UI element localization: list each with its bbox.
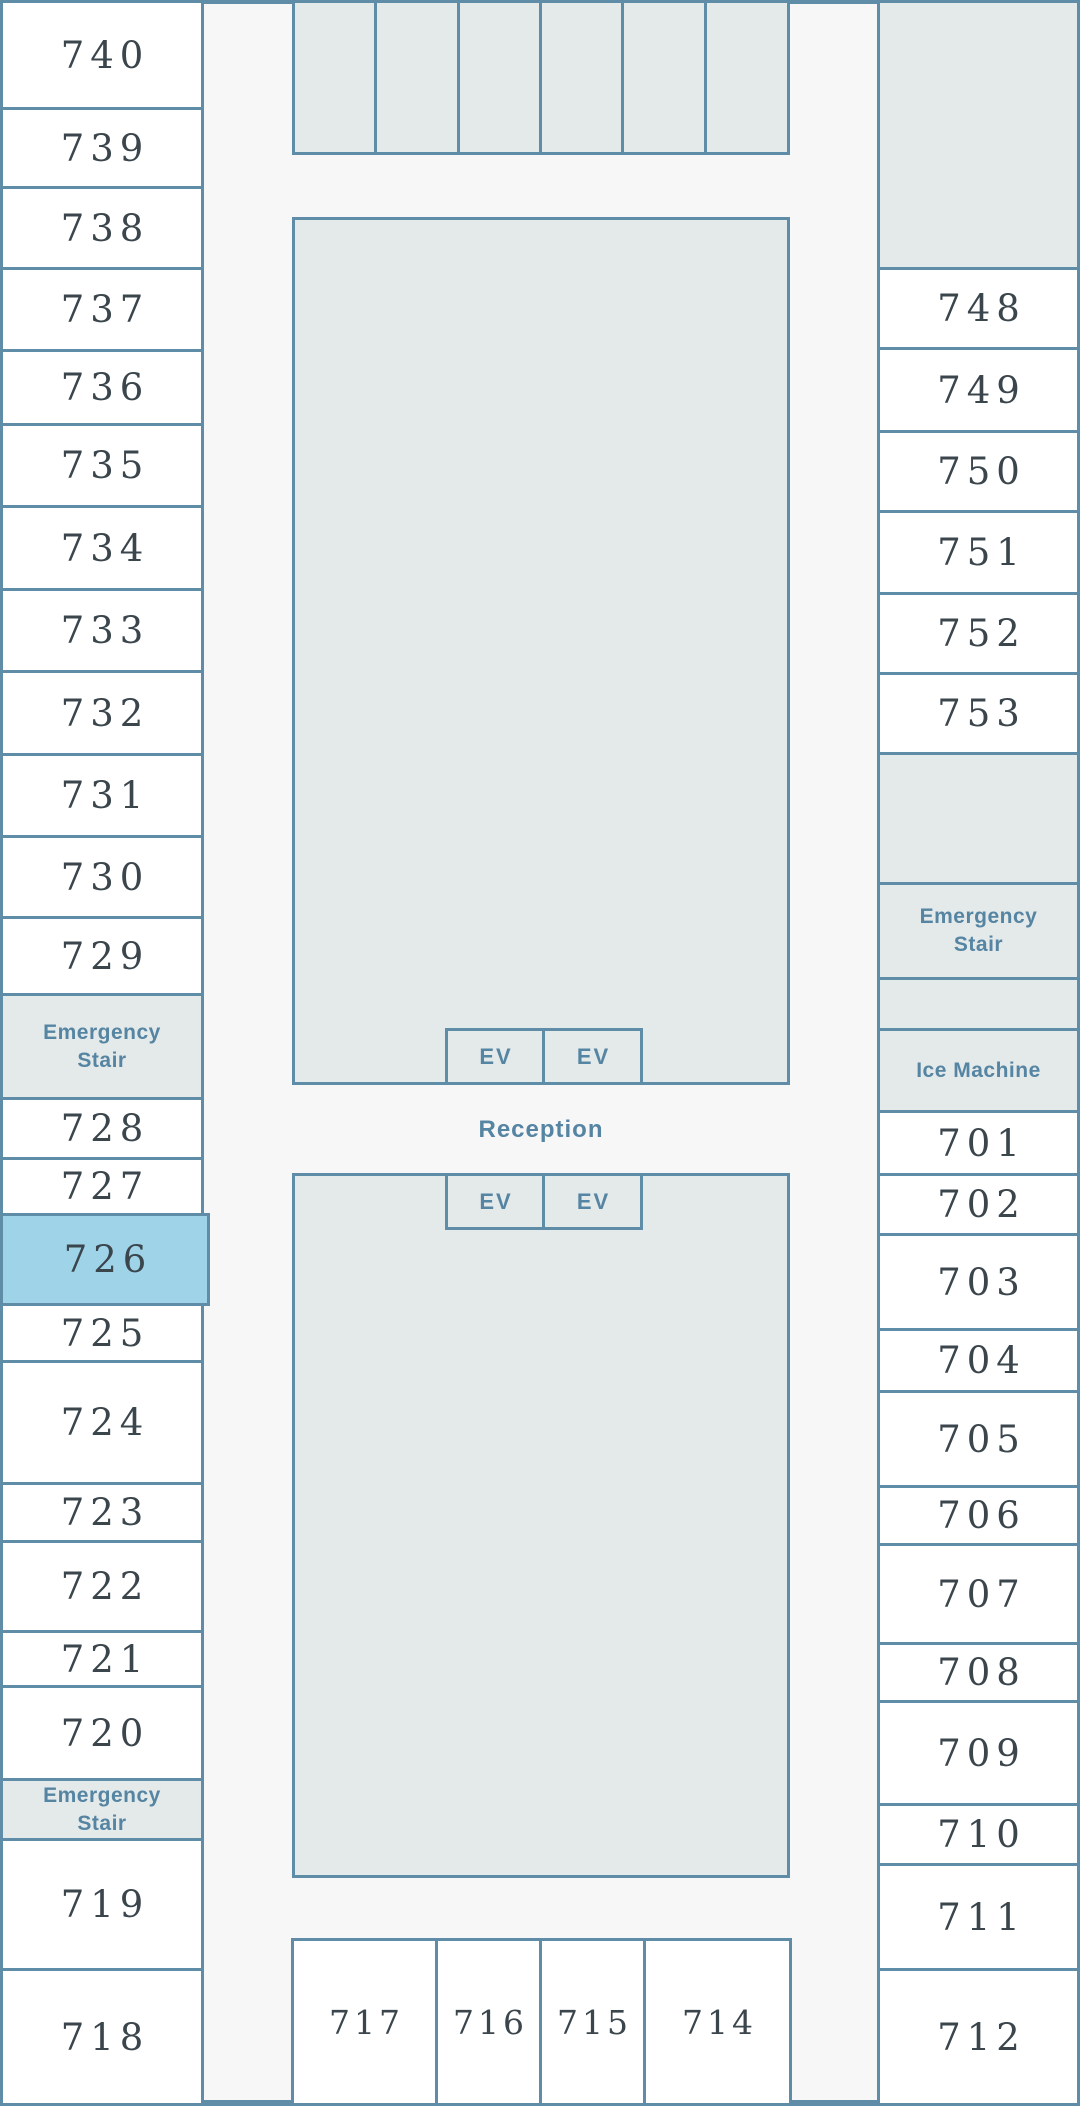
room-736[interactable]: 736 [0,349,204,426]
elevator-cell: EV [445,1028,545,1085]
utility-space [877,0,1080,270]
room-707[interactable]: 707 [877,1543,1080,1645]
room-751[interactable]: 751 [877,510,1080,595]
elevator-cell: EV [542,1028,643,1085]
room-735[interactable]: 735 [0,423,204,508]
room-740[interactable]: 740 [0,0,204,110]
room-724[interactable]: 724 [0,1360,204,1485]
emergency-stair-cell: Emergency Stair [0,993,204,1100]
emergency-stair-cell: Emergency Stair [0,1778,204,1841]
ice-machine-cell: Ice Machine [877,1028,1080,1113]
reception-label: Reception [478,1116,604,1143]
emergency-stair-cell: Emergency Stair [877,882,1080,980]
elevator-cell: EV [445,1173,545,1230]
room-739[interactable]: 739 [0,107,204,189]
room-722[interactable]: 722 [0,1540,204,1633]
room-737[interactable]: 737 [0,267,204,352]
utility-cell [621,0,707,155]
utility-cell [704,0,790,155]
room-749[interactable]: 749 [877,347,1080,433]
utility-space [877,752,1080,885]
room-730[interactable]: 730 [0,835,204,919]
room-719[interactable]: 719 [0,1838,204,1971]
utility-cell [539,0,624,155]
room-753[interactable]: 753 [877,672,1080,755]
room-723[interactable]: 723 [0,1482,204,1543]
room-705[interactable]: 705 [877,1390,1080,1488]
room-706[interactable]: 706 [877,1485,1080,1546]
room-702[interactable]: 702 [877,1173,1080,1236]
room-704[interactable]: 704 [877,1328,1080,1393]
room-709[interactable]: 709 [877,1700,1080,1806]
room-710[interactable]: 710 [877,1803,1080,1866]
room-732[interactable]: 732 [0,670,204,756]
room-717[interactable]: 717 [291,1938,438,2106]
room-748[interactable]: 748 [877,267,1080,350]
elevator-cell: EV [542,1173,643,1230]
room-715[interactable]: 715 [539,1938,646,2106]
room-714[interactable]: 714 [643,1938,792,2106]
room-733[interactable]: 733 [0,588,204,673]
room-729[interactable]: 729 [0,916,204,996]
room-703[interactable]: 703 [877,1233,1080,1331]
room-725[interactable]: 725 [0,1303,204,1363]
room-716[interactable]: 716 [435,1938,542,2106]
room-712[interactable]: 712 [877,1968,1080,2106]
room-718[interactable]: 718 [0,1968,204,2106]
room-731[interactable]: 731 [0,753,204,838]
room-727[interactable]: 727 [0,1157,204,1216]
room-720[interactable]: 720 [0,1685,204,1781]
room-752[interactable]: 752 [877,592,1080,675]
room-721[interactable]: 721 [0,1630,204,1688]
utility-cell [374,0,460,155]
room-711[interactable]: 711 [877,1863,1080,1971]
room-750[interactable]: 750 [877,430,1080,513]
room-701[interactable]: 701 [877,1110,1080,1176]
central-area-lower [292,1173,790,1878]
room-726[interactable]: 726 [0,1213,210,1306]
utility-cell [457,0,542,155]
central-area-upper [292,217,790,1085]
room-728[interactable]: 728 [0,1097,204,1160]
room-738[interactable]: 738 [0,186,204,270]
utility-cell [292,0,377,155]
utility-space [877,977,1080,1031]
room-734[interactable]: 734 [0,505,204,591]
room-708[interactable]: 708 [877,1642,1080,1703]
